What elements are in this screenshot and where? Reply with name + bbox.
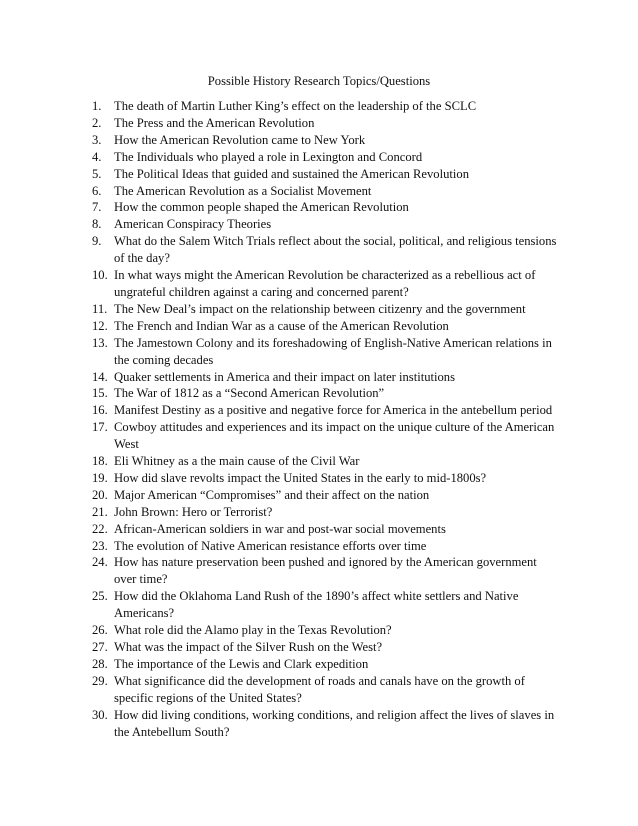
list-item-text: American Conspiracy Theories (114, 217, 272, 232)
list-item-number: 22. (92, 521, 108, 536)
list-item-number: 8. (92, 217, 102, 232)
list-item-number: 29. (92, 673, 108, 688)
list-item (92, 199, 562, 216)
list-item-text: The New Deal’s impact on the relationship between citizenry and the government (114, 301, 526, 316)
list-item (92, 267, 562, 301)
list-item-number: 1. (92, 99, 102, 113)
list-item (92, 504, 562, 521)
list-item (92, 335, 562, 369)
list-item-number: 26. (92, 623, 108, 638)
list-item-text: Eli Whitney as a the main cause of the Civil War (114, 454, 360, 469)
list-item-number: 16. (92, 403, 108, 418)
list-item-text: How did slave revolts impact the United States in the early to mid-1800s? (114, 470, 487, 485)
list-item (92, 301, 562, 318)
list-item (92, 656, 562, 673)
list-item (92, 115, 562, 132)
list-item-text: The Individuals who played a role in Lexington and Concord (114, 149, 423, 164)
list-item-text: How the common people shaped the American Revolution (114, 200, 409, 215)
list-item-number: 28. (92, 656, 108, 671)
list-item (92, 521, 562, 538)
list-item (92, 318, 562, 335)
list-item-number: 25. (92, 589, 108, 604)
list-item-number: 17. (92, 420, 108, 435)
list-item-text: What role did the Alamo play in the Texas Revolution? (114, 623, 392, 638)
topic-list (92, 98, 562, 740)
list-item-text: The American Revolution as a Socialist Movement (114, 183, 372, 198)
list-item-number: 23. (92, 538, 108, 553)
list-item-text: Manifest Destiny as a positive and negative force for America in the antebellum period (114, 403, 553, 418)
list-item-text: John Brown: Hero or Terrorist? (114, 504, 273, 519)
list-item-text: The importance of the Lewis and Clark expedition (114, 656, 369, 671)
list-item (92, 369, 562, 386)
list-item-text: The Political Ideas that guided and sustained the American Revolution (114, 166, 469, 181)
list-item (92, 622, 562, 639)
list-item-text: The War of 1812 as a “Second American Revolution” (114, 386, 385, 401)
list-item-number: 14. (92, 369, 108, 384)
list-item (92, 588, 562, 622)
list-item-number: 20. (92, 487, 108, 502)
list-item-text: How has nature preservation been pushed and ignored by the American government over time? (114, 555, 537, 587)
list-item-text: In what ways might the American Revolution be characterized as a rebellious act of ungrateful children against a caring and concerned parent? (114, 268, 536, 299)
list-item (92, 470, 562, 487)
list-item-text: The death of Martin Luther King’s effect on the leadership of the SCLC (114, 99, 477, 113)
list-item-text: Cowboy attitudes and experiences and its impact on the unique culture of the American West (114, 420, 555, 452)
list-item-number: 19. (92, 470, 108, 485)
list-item-text: The Jamestown Colony and its foreshadowing of English-Native American relations in the coming decades (114, 335, 552, 367)
list-item-text: African-American soldiers in war and post-war social movements (114, 521, 446, 536)
list-item-text: Major American “Compromises” and their affect on the nation (114, 487, 430, 502)
list-item-number: 5. (92, 166, 102, 181)
list-item-text: How did living conditions, working conditions, and religion affect the lives of slaves in the Antebellum South? (114, 707, 555, 739)
list-item-number: 24. (92, 555, 108, 570)
list-item-text: The evolution of Native American resistance efforts over time (114, 538, 427, 553)
list-item-number: 10. (92, 268, 108, 283)
list-item (92, 233, 562, 267)
list-item (92, 98, 562, 115)
list-item (92, 487, 562, 504)
list-item (92, 402, 562, 419)
list-item-text: How the American Revolution came to New York (114, 132, 366, 147)
list-item-number: 9. (92, 234, 102, 249)
list-item (92, 183, 562, 200)
list-item-number: 18. (92, 454, 108, 469)
list-item (92, 707, 562, 741)
list-item-number: 7. (92, 200, 102, 215)
list-item-number: 15. (92, 386, 108, 401)
list-item-text: The French and Indian War as a cause of the American Revolution (114, 318, 449, 333)
list-item (92, 132, 562, 149)
list-item (92, 385, 562, 402)
list-item-number: 21. (92, 504, 108, 519)
list-item-number: 12. (92, 318, 108, 333)
list-item-number: 6. (92, 183, 102, 198)
list-item (92, 149, 562, 166)
list-item (92, 538, 562, 555)
list-item-text: Quaker settlements in America and their impact on later institutions (114, 369, 455, 384)
list-item-number: 13. (92, 335, 108, 350)
list-item (92, 166, 562, 183)
list-item-number: 4. (92, 149, 102, 164)
list-item (92, 673, 562, 707)
list-item (92, 419, 562, 453)
list-item-number: 3. (92, 132, 102, 147)
list-item-number: 2. (92, 115, 102, 130)
list-item (92, 453, 562, 470)
list-item (92, 639, 562, 656)
list-item-text: How did the Oklahoma Land Rush of the 1890’s affect white settlers and Native Americans? (114, 589, 519, 621)
list-item-text: What was the impact of the Silver Rush on the West? (114, 640, 383, 654)
list-item-text: What significance did the development of roads and canals have on the growth of specific regions of the United States? (114, 673, 525, 705)
list-item (92, 216, 562, 233)
list-item-number: 11. (92, 301, 108, 316)
list-item-number: 30. (92, 707, 108, 722)
list-item-text: What do the Salem Witch Trials reflect about the social, political, and religious tensions of the day? (114, 234, 557, 266)
page-title: Possible History Research Topics/Questions (207, 74, 431, 88)
list-item (92, 554, 562, 588)
list-item-number: 27. (92, 640, 108, 654)
list-item-text: The Press and the American Revolution (114, 115, 315, 130)
